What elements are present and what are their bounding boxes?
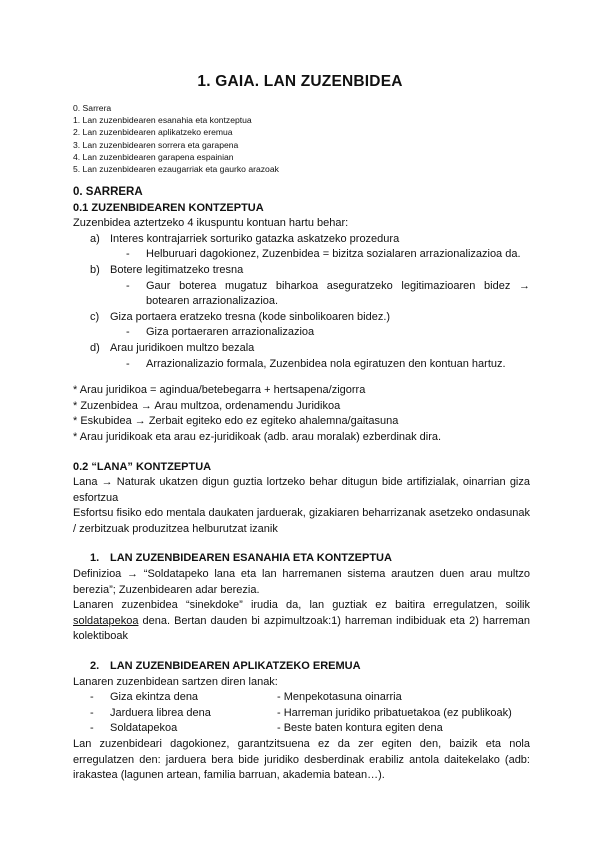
- paragraph: Esfortsu fisiko edo mentala daukaten jarduerak, gizakiaren beharrizanak asetzeko ondasunak / zerbitzuak produzitzea helburutzat izanik: [73, 507, 530, 535]
- row-right: - Beste baten kontura egiten dena: [277, 722, 443, 735]
- toc-item: 3. Lan zuzenbidearen sorrera eta garapena: [73, 139, 239, 150]
- row-right: - Harreman juridiko pribatuetakoa (ez publikoak): [277, 706, 512, 719]
- list-text: Giza portaera eratzeko tresna (kode sinbolikoaren bidez.): [110, 310, 391, 323]
- sub-item: - Giza portaeraren arrazionalizazioa: [126, 326, 315, 339]
- subsection-heading: 0.1 ZUZENBIDEAREN KONTZEPTUA: [73, 201, 264, 214]
- toc-item: 5. Lan zuzenbidearen ezaugarriak eta gaurko arazoak: [73, 164, 279, 175]
- sub-item: - Gaur boterea mugatuz biharkoa aseguratzeko legitimazioaren bidez → botearen arrazionalizazioa.: [126, 279, 530, 308]
- list-text: Botere legitimatzeko tresna: [110, 263, 244, 276]
- list-text: Arau juridikoen multzo bezala: [110, 341, 255, 354]
- sub-item: - Arrazionalizazio formala, Zuzenbidea nola egiratuzen den kontuan hartuz.: [126, 357, 506, 370]
- list-text: Interes kontrajarriek sorturiko gatazka askatzeko prozedura: [110, 232, 400, 245]
- document-body: [73, 185, 530, 784]
- sub-item-text: Giza portaeraren arrazionalizazioa: [146, 326, 315, 339]
- section-title: LAN ZUZENBIDEAREN APLIKATZEKO EREMUA: [110, 660, 361, 673]
- underlined-term: soldatapekoa: [73, 614, 139, 627]
- subsection-heading: 0.2 “LANA” KONTZEPTUA: [73, 460, 212, 473]
- note-line: * Eskubidea → Zerbait egiteko edo ez egiteko ahalemna/gaitasuna: [73, 415, 399, 428]
- sub-item-text: Gaur boterea mugatuz biharkoa aseguratzeko legitimazioaren bidez → botearen arrazionalizazioa.: [146, 279, 530, 308]
- two-column-row: - Soldatapekoa - Beste baten kontura egiten dena: [73, 721, 530, 737]
- note-line: * Zuzenbidea → Arau multzoa, ordenamendu Juridikoa: [73, 399, 341, 412]
- section-heading: [73, 551, 530, 567]
- paragraph: Definizioa → “Soldatapeko lana eta lan harremanen sistema arautzen duen arau multzo berezia”; Zuzenbidearen adar berezia.: [73, 568, 530, 596]
- list-label: b): [90, 263, 100, 276]
- list-label: a): [90, 232, 100, 245]
- table-of-contents: [73, 102, 279, 175]
- paragraph: Zuzenbidea aztertzeko 4 ikuspuntu kontuan hartu behar:: [73, 217, 349, 230]
- list-item: [73, 232, 530, 248]
- section-number: 2.: [90, 660, 100, 673]
- toc-item: 4. Lan zuzenbidearen garapena espainian: [73, 151, 234, 162]
- toc-item: 1. Lan zuzenbidearen esanahia eta kontzeptua: [73, 115, 252, 126]
- section-heading: 0. SARRERA: [73, 186, 143, 198]
- note-line: * Arau juridikoak eta arau ez-juridikoak (adb. arau moralak) ezberdinak dira.: [73, 430, 442, 443]
- paragraph: Lan zuzenbideari dagokionez, garantzitsuena ez da zer egiten den, baizik eta nola erregulatzen den: jarduera bera bide juridiko desberdinak erabiliz antola daitekelako (adb: irakastea (lagunen artean, familia barruan, akademia batean…).: [73, 738, 530, 782]
- row-left: Jarduera librea dena: [110, 706, 211, 719]
- row-left: Soldatapekoa: [110, 722, 178, 735]
- list-item: [73, 310, 530, 326]
- alpha-list: [73, 232, 530, 372]
- row-right: - Menpekotasuna oinarria: [277, 691, 402, 704]
- paragraph: Lana → Naturak ukatzen digun guztia lortzeko behar ditugun bide artifizialak, oinarrian giza esfortzua: [73, 476, 530, 504]
- row-left: Giza ekintza dena: [110, 691, 199, 704]
- two-column-row: - Jarduera librea dena - Harreman juridiko pribatuetakoa (ez publikoak): [73, 706, 530, 722]
- toc-item: 2. Lan zuzenbidearen aplikatzeko eremua: [73, 127, 233, 138]
- section-heading: [73, 659, 530, 675]
- page-title: 1. GAIA. LAN ZUZENBIDEA: [197, 73, 403, 90]
- sub-item-text: Helburuari dagokionez, Zuzenbidea = bizitza sozialaren arrazionalizazioa da.: [146, 248, 521, 261]
- list-item: [73, 263, 530, 279]
- list-label: d): [90, 341, 100, 354]
- sub-item-text: Arrazionalizazio formala, Zuzenbidea nola egiratuzen den kontuan hartuz.: [146, 357, 506, 370]
- list-label: c): [90, 310, 100, 323]
- toc-item: 0. Sarrera: [73, 103, 112, 113]
- paragraph: Lanaren zuzenbidea “sinekdoke” irudia da, lan guztiak ez baitira erregulatzen, soilik soldatapekoa dena. Bertan dauden bi azpimultzoak:1) harreman indibiduak eta 2) harreman kolektiboak: [73, 599, 530, 643]
- section-title: LAN ZUZENBIDEAREN ESANAHIA ETA KONTZEPTUA: [110, 552, 392, 565]
- paragraph: Lanaren zuzenbidean sartzen diren lanak:: [73, 675, 278, 688]
- note-line: * Arau juridikoa = agindua/betebegarra + hertsapena/zigorra: [73, 384, 366, 397]
- section-number: 1.: [90, 552, 100, 565]
- two-column-row: - Giza ekintza dena - Menpekotasuna oinarria: [73, 690, 530, 706]
- sub-item: - Helburuari dagokionez, Zuzenbidea = bizitza sozialaren arrazionalizazioa da.: [126, 248, 521, 261]
- list-item: [73, 341, 530, 357]
